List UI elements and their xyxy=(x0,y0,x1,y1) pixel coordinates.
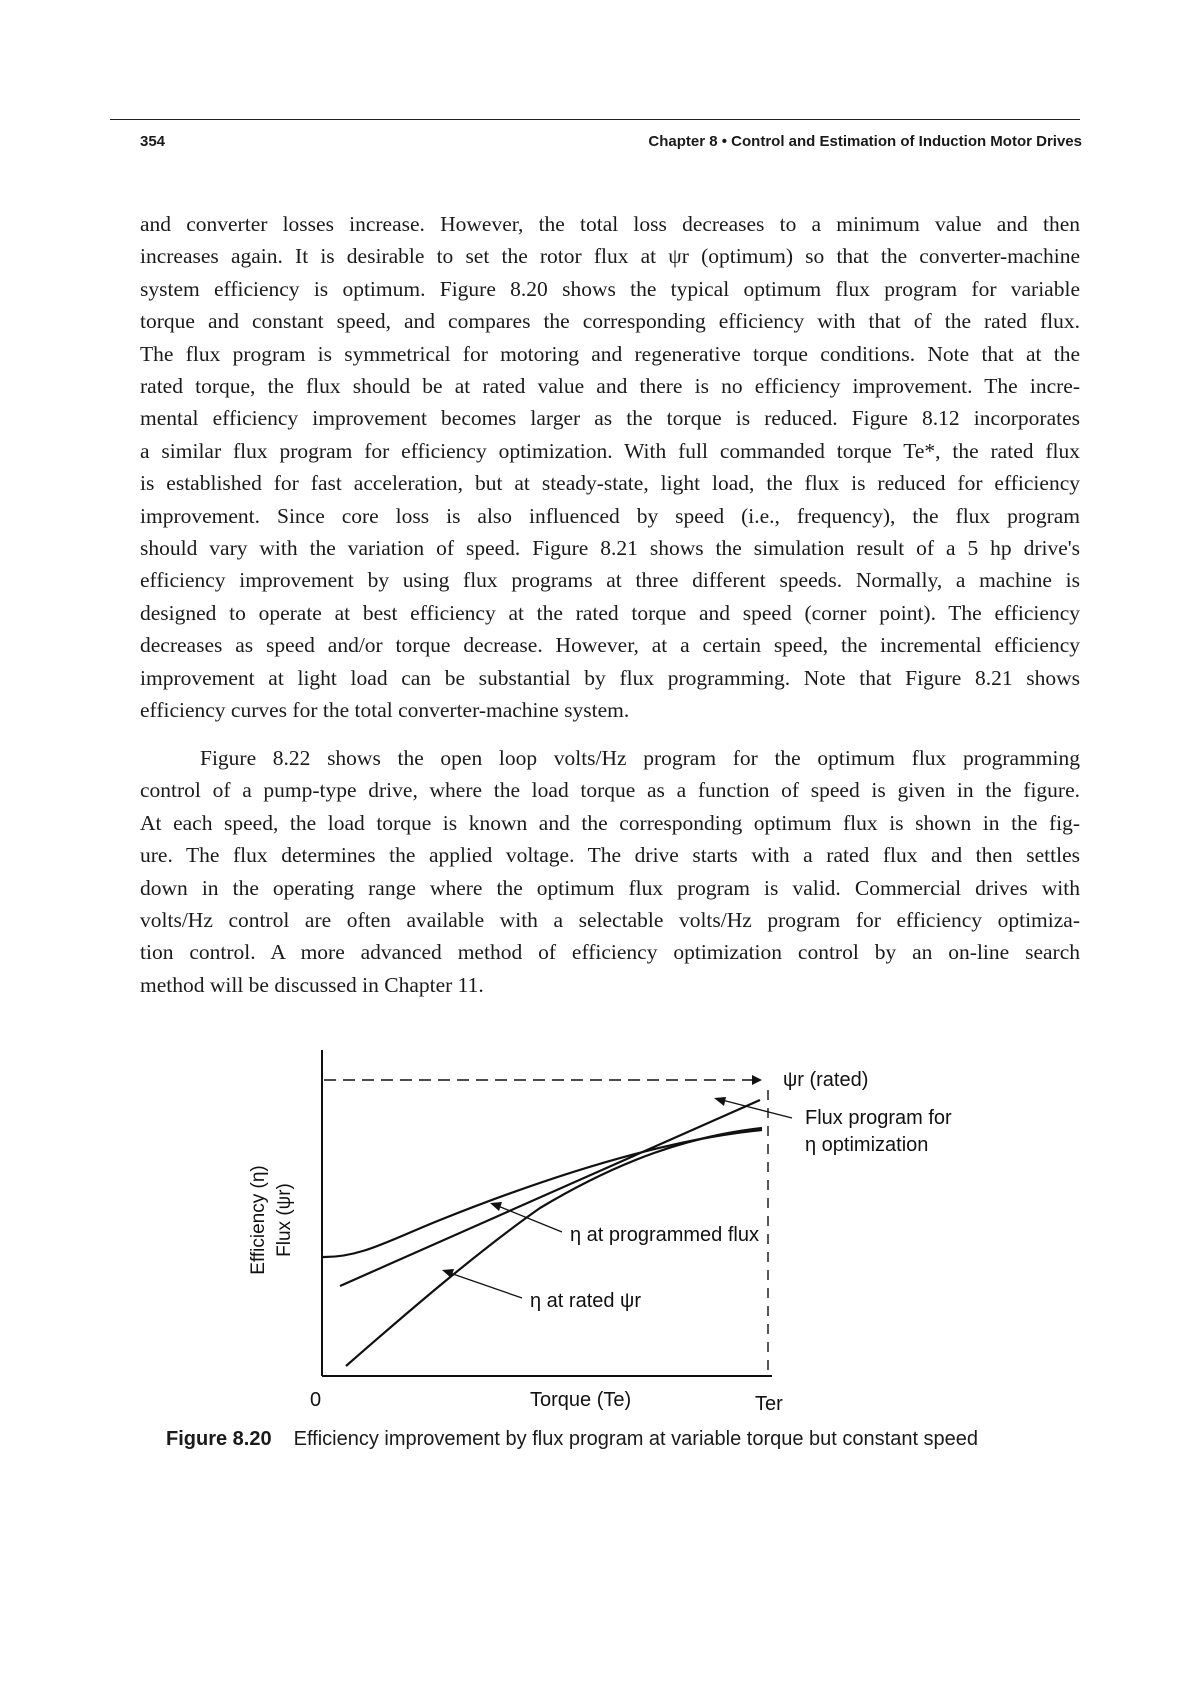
rated-flux-arrowhead xyxy=(752,1075,762,1085)
text-line: torque and constant speed, and compares the corresponding efficiency with that of the rated flux. xyxy=(140,309,1080,334)
xlabel: Torque (Te) xyxy=(530,1389,632,1411)
running-head: Chapter 8 • Control and Estimation of Induction Motor Drives xyxy=(648,133,1082,150)
header-rule xyxy=(110,119,1080,120)
ylabel-efficiency: Efficiency (η) xyxy=(248,1165,269,1275)
text-line: is established for fast acceleration, but at steady-state, light load, the flux is reduced for efficiency xyxy=(140,471,1080,496)
text-line: tion control. A more advanced method of efficiency optimization control by an on-line search xyxy=(140,940,1080,965)
label-flux-program-1: Flux program for xyxy=(805,1107,952,1129)
text-line: a similar flux program for efficiency optimization. With full commanded torque Te*, the rated flux xyxy=(140,438,1080,463)
text-line: designed to operate at best efficiency at the rated torque and speed (corner point). The efficiency xyxy=(140,600,1080,625)
label-flux-program-2: η optimization xyxy=(805,1134,929,1156)
text-line: efficiency improvement by using flux programs at three different speeds. Normally, a machine is xyxy=(140,568,1080,593)
figure-8-20 xyxy=(240,1040,1000,1420)
figure-caption xyxy=(166,1428,978,1451)
text-line: and converter losses increase. However, the total loss decreases to a minimum value and then xyxy=(140,212,1080,236)
text-line: control of a pump-type drive, where the load torque as a function of speed is given in the figure. xyxy=(140,778,1080,803)
text-line: Figure 8.22 shows the open loop volts/Hz program for the optimum flux programming xyxy=(200,746,1080,770)
page-number: 354 xyxy=(140,133,166,150)
text-line: ure. The flux determines the applied voltage. The drive starts with a rated flux and then settles xyxy=(140,843,1080,868)
paragraph-1 xyxy=(140,208,1080,727)
ylabel-flux: Flux (ψr) xyxy=(274,1183,295,1257)
text-line: rated torque, the flux should be at rated value and there is no efficiency improvement. The incre- xyxy=(140,374,1080,399)
text-line: At each speed, the load torque is known and the corresponding optimum flux is shown in the fig- xyxy=(140,810,1080,835)
text-line: improvement at light load can be substantial by flux programming. Note that Figure 8.21 shows xyxy=(140,665,1080,690)
text-line: down in the operating range where the optimum flux program is valid. Commercial drives with xyxy=(140,875,1080,900)
eta-programmed-arrowhead xyxy=(490,1202,502,1211)
flux-program-arrowhead xyxy=(714,1097,726,1106)
eta-rated-leader xyxy=(450,1273,522,1298)
text-line: The flux program is symmetrical for motoring and regenerative torque conditions. Note that at the xyxy=(140,341,1080,366)
flux-program-line xyxy=(340,1100,760,1286)
figure-caption-text: Efficiency improvement by flux program at variable torque but constant speed xyxy=(293,1428,979,1450)
paragraph-2 xyxy=(140,742,1080,1001)
text-line: volts/Hz control are often available with a selectable volts/Hz program for efficiency optimiza- xyxy=(140,908,1080,933)
text-line: should vary with the variation of speed. Figure 8.21 shows the simulation result of a 5 hp drive's xyxy=(140,536,1080,561)
text-line: decreases as speed and/or torque decrease. However, at a certain speed, the incremental efficiency xyxy=(140,633,1080,658)
flux-program-leader xyxy=(722,1100,792,1118)
figure-caption-label: Figure 8.20 xyxy=(166,1428,272,1450)
text-line: improvement. Since core loss is also influenced by speed (i.e., frequency), the flux program xyxy=(140,503,1080,528)
x-end-label: Ter xyxy=(755,1393,783,1415)
label-rated-flux: ψr (rated) xyxy=(783,1069,869,1091)
label-eta-programmed: η at programmed flux xyxy=(570,1224,759,1246)
text-line: system efficiency is optimum. Figure 8.20 shows the typical optimum flux program for variable xyxy=(140,276,1080,301)
text-line: increases again. It is desirable to set the rotor flux at ψr (optimum) so that the converter-machine xyxy=(140,244,1080,269)
eta-programmed-leader xyxy=(498,1206,562,1232)
label-eta-rated: η at rated ψr xyxy=(530,1290,641,1312)
x-origin-label: 0 xyxy=(310,1389,322,1411)
efficiency-rated-flux-curve xyxy=(346,1128,762,1366)
text-line: efficiency curves for the total converter-machine system. xyxy=(140,698,630,723)
text-line: mental efficiency improvement becomes larger as the torque is reduced. Figure 8.12 incorporates xyxy=(140,406,1080,431)
text-line: method will be discussed in Chapter 11. xyxy=(140,972,484,997)
